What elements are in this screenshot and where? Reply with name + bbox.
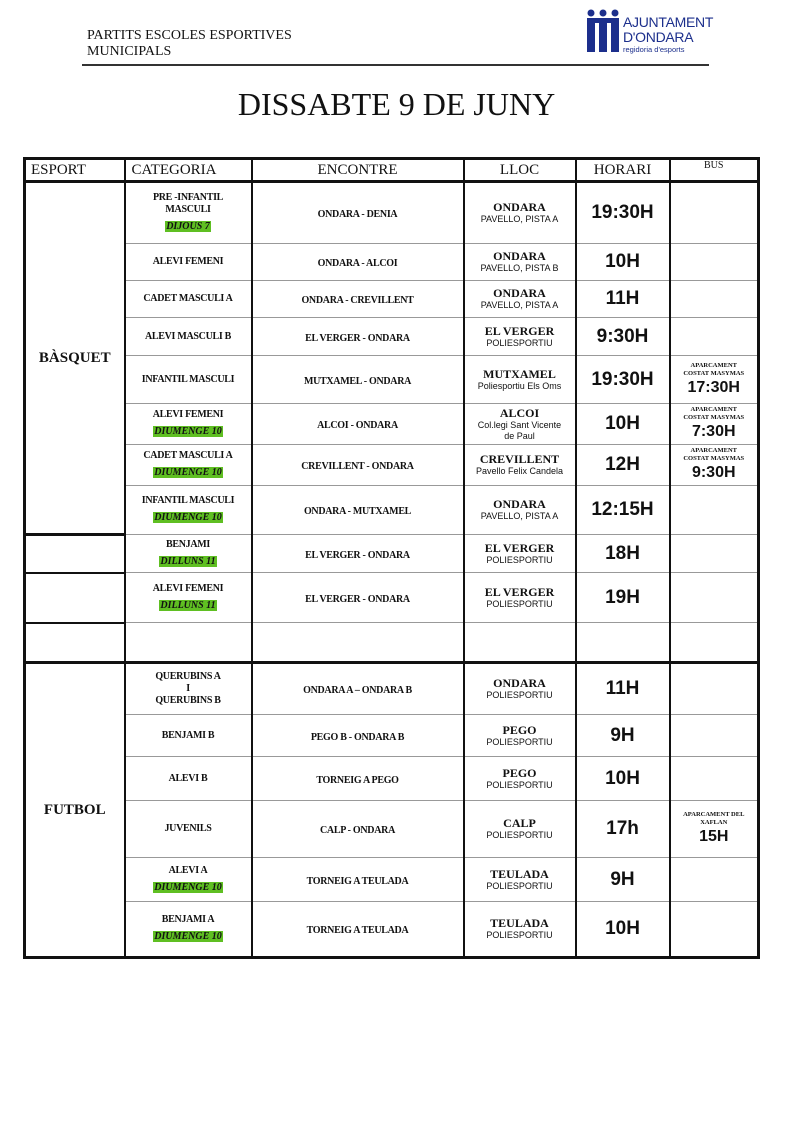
bus-cell bbox=[670, 858, 759, 902]
empty-sport-cell bbox=[25, 535, 125, 573]
day-wrap bbox=[126, 507, 251, 525]
category-cell bbox=[125, 404, 252, 445]
time-cell bbox=[576, 573, 670, 623]
match-time: 17h bbox=[606, 818, 639, 839]
futbol-section bbox=[25, 663, 759, 958]
match-cell bbox=[252, 663, 464, 715]
page-title: DISSABTE 9 DE JUNY bbox=[237, 86, 556, 122]
category-name-line-2: MASCULI bbox=[165, 204, 211, 215]
match-cell bbox=[252, 902, 464, 958]
location-town: ALCOI bbox=[499, 405, 540, 420]
location-venue: Pavello Felix Candela bbox=[475, 466, 564, 476]
location-venue: POLIESPORTIU bbox=[486, 830, 553, 840]
location-cell bbox=[464, 757, 576, 801]
category-name: ALEVI B bbox=[168, 772, 208, 784]
empty-cell bbox=[670, 623, 759, 663]
empty-cell bbox=[252, 623, 464, 663]
location-venue-line-2: de Paul bbox=[504, 430, 535, 441]
match-cell bbox=[252, 318, 464, 356]
location-town: CALP bbox=[503, 816, 536, 830]
location-cell bbox=[464, 182, 576, 244]
time-cell bbox=[576, 445, 670, 486]
location-venue: Poliesportiu Els Oms bbox=[477, 380, 562, 391]
match-name: EL VERGER - ONDARA bbox=[305, 549, 410, 561]
category-name: CADET MASCULI A bbox=[143, 293, 233, 304]
day-wrap bbox=[126, 595, 251, 613]
location-town: PEGO bbox=[502, 722, 537, 737]
location-town: TEULADA bbox=[490, 916, 549, 930]
time-cell bbox=[576, 902, 670, 958]
day-badge: DIUMENGE 10 bbox=[154, 512, 222, 523]
match-time: 11H bbox=[605, 678, 640, 699]
time-cell bbox=[576, 535, 670, 573]
bus-cell bbox=[670, 535, 759, 573]
empty-cell bbox=[25, 623, 125, 663]
match-name: ONDARA - MUTXAMEL bbox=[303, 506, 412, 517]
match-name: ONDARA - ALCOI bbox=[317, 258, 398, 269]
time-cell bbox=[576, 801, 670, 858]
location-cell bbox=[464, 445, 576, 486]
category-name: PRE -INFANTIL bbox=[152, 192, 224, 203]
table-row bbox=[25, 486, 759, 535]
match-time: 18H bbox=[605, 542, 640, 564]
category-name: ALEVI FEMENI bbox=[152, 409, 224, 420]
match-name: ONDARA - DENIA bbox=[317, 209, 398, 220]
match-cell bbox=[252, 801, 464, 858]
category-cell bbox=[125, 663, 252, 715]
empty-sport-cell bbox=[25, 573, 125, 623]
location-cell bbox=[464, 573, 576, 623]
table-row bbox=[25, 318, 759, 356]
category-name: QUERUBINS A bbox=[155, 671, 221, 682]
match-time: 10H bbox=[605, 918, 640, 939]
bus-cell bbox=[670, 182, 759, 244]
category-name-line-3: QUERUBINS B bbox=[155, 695, 221, 706]
bus-cell bbox=[670, 404, 759, 445]
match-name: ALCOI - ONDARA bbox=[317, 420, 398, 431]
location-cell bbox=[464, 244, 576, 281]
category-cell bbox=[125, 757, 252, 801]
match-name: EL VERGER - ONDARA bbox=[305, 593, 410, 605]
day-badge: DIUMENGE 10 bbox=[154, 467, 222, 478]
location-venue: POLIESPORTIU bbox=[486, 880, 553, 891]
category-cell bbox=[125, 182, 252, 244]
category-cell bbox=[125, 715, 252, 757]
match-name: ONDARA A – ONDARA B bbox=[303, 685, 412, 696]
category-cell bbox=[125, 281, 252, 318]
bus-cell bbox=[670, 757, 759, 801]
bus-cell bbox=[670, 902, 759, 958]
match-time: 9H bbox=[610, 868, 635, 890]
location-town: ONDARA bbox=[493, 200, 546, 214]
header-line-2: MUNICIPALS bbox=[87, 44, 172, 59]
match-cell bbox=[252, 182, 464, 244]
location-venue: POLIESPORTIU bbox=[486, 690, 553, 700]
column-header-encontre: ENCONTRE bbox=[252, 159, 464, 182]
match-name: TORNEIG A TEULADA bbox=[306, 875, 409, 887]
location-town: ONDARA bbox=[493, 249, 546, 263]
match-name: CREVILLENT - ONDARA bbox=[301, 461, 414, 472]
category-cell bbox=[125, 486, 252, 535]
bus-departure-time: 9:30H bbox=[691, 464, 736, 481]
day-wrap bbox=[126, 877, 251, 895]
time-cell bbox=[576, 663, 670, 715]
category-name: INFANTIL MASCULI bbox=[141, 373, 235, 385]
bus-meeting-point: APARCAMENT DEL XAFLAN bbox=[683, 811, 745, 826]
category-name-line-2: I bbox=[186, 683, 190, 694]
bus-cell bbox=[670, 486, 759, 535]
match-cell bbox=[252, 757, 464, 801]
day-badge: DIUMENGE 10 bbox=[154, 426, 222, 437]
table-header-row bbox=[25, 159, 759, 182]
location-cell bbox=[464, 404, 576, 445]
category-cell bbox=[125, 445, 252, 486]
category-cell bbox=[125, 573, 252, 623]
match-cell bbox=[252, 281, 464, 318]
table-row bbox=[25, 757, 759, 801]
category-name: BENJAMI B bbox=[161, 729, 215, 741]
bus-cell bbox=[670, 281, 759, 318]
table-row bbox=[25, 663, 759, 715]
location-cell bbox=[464, 535, 576, 573]
day-badge: DIUMENGE 10 bbox=[154, 931, 222, 942]
sport-cell bbox=[25, 663, 125, 958]
match-time: 19H bbox=[605, 586, 640, 608]
empty-cell bbox=[576, 623, 670, 663]
bus-cell bbox=[670, 573, 759, 623]
location-town: PEGO bbox=[502, 765, 537, 780]
time-cell bbox=[576, 244, 670, 281]
location-town: MUTXAMEL bbox=[483, 366, 556, 381]
match-name: PEGO B - ONDARA B bbox=[310, 731, 405, 743]
sport-name: FUTBOL bbox=[43, 801, 106, 818]
table-row bbox=[25, 902, 759, 958]
match-time: 19:30H bbox=[591, 368, 654, 390]
header-divider bbox=[82, 64, 709, 66]
empty-cell bbox=[464, 623, 576, 663]
time-cell bbox=[576, 757, 670, 801]
category-name: ALEVI MASCULI B bbox=[144, 330, 232, 342]
location-venue: PAVELLO, PISTA A bbox=[480, 214, 559, 224]
header-line-1: PARTITS ESCOLES ESPORTIVES bbox=[87, 28, 292, 43]
location-cell bbox=[464, 902, 576, 958]
location-venue: POLIESPORTIU bbox=[486, 930, 553, 940]
category-name: ALEVI FEMENI bbox=[152, 582, 224, 594]
category-name: JUVENILS bbox=[164, 823, 212, 834]
table-row bbox=[25, 535, 759, 573]
category-cell bbox=[125, 858, 252, 902]
match-name: MUTXAMEL - ONDARA bbox=[303, 375, 412, 387]
day-badge: DILLUNS 11 bbox=[160, 599, 216, 611]
location-cell bbox=[464, 281, 576, 318]
document-header bbox=[87, 28, 292, 60]
location-venue: POLIESPORTIU bbox=[486, 554, 553, 565]
match-time: 10H bbox=[605, 767, 640, 789]
empty-row bbox=[25, 623, 759, 663]
time-cell bbox=[576, 318, 670, 356]
location-town: TEULADA bbox=[490, 866, 549, 881]
time-cell bbox=[576, 715, 670, 757]
location-town: ONDARA bbox=[493, 286, 546, 300]
match-name: ONDARA - CREVILLENT bbox=[301, 295, 414, 306]
location-cell bbox=[464, 858, 576, 902]
match-time: 12H bbox=[605, 454, 640, 475]
match-cell bbox=[252, 573, 464, 623]
location-venue: POLIESPORTIU bbox=[486, 736, 553, 747]
location-venue: POLIESPORTIU bbox=[486, 598, 553, 609]
time-cell bbox=[576, 182, 670, 244]
bus-meeting-point: APARCAMENT COSTAT MASYMAS bbox=[683, 361, 745, 377]
bus-meeting-point: APARCAMENT COSTAT MASYMAS bbox=[683, 447, 745, 462]
day-wrap bbox=[126, 421, 251, 439]
bus-departure-time: 17:30H bbox=[687, 378, 740, 396]
match-cell bbox=[252, 244, 464, 281]
match-cell bbox=[252, 486, 464, 535]
sport-cell bbox=[25, 182, 125, 535]
table-row bbox=[25, 445, 759, 486]
bus-meeting-point: APARCAMENT COSTAT MASYMAS bbox=[683, 406, 745, 421]
column-header-horari: HORARI bbox=[576, 159, 670, 182]
match-cell bbox=[252, 445, 464, 486]
match-name: EL VERGER - ONDARA bbox=[305, 332, 410, 344]
empty-cell bbox=[125, 623, 252, 663]
table-row bbox=[25, 858, 759, 902]
match-cell bbox=[252, 535, 464, 573]
category-cell bbox=[125, 318, 252, 356]
bus-cell bbox=[670, 445, 759, 486]
table-row bbox=[25, 182, 759, 244]
location-town: EL VERGER bbox=[484, 584, 555, 599]
category-name: BENJAMI A bbox=[161, 914, 215, 925]
match-name: TORNEIG A PEGO bbox=[316, 774, 399, 786]
bus-departure-time: 15H bbox=[699, 828, 729, 845]
match-time: 10H bbox=[605, 413, 640, 434]
table-row bbox=[25, 573, 759, 623]
location-cell bbox=[464, 318, 576, 356]
time-cell bbox=[576, 356, 670, 404]
table-row bbox=[25, 244, 759, 281]
match-cell bbox=[252, 858, 464, 902]
match-name: TORNEIG A TEULADA bbox=[306, 925, 409, 936]
column-header-categoria: CATEGORIA bbox=[125, 159, 252, 182]
day-wrap bbox=[126, 926, 251, 944]
basquet-section bbox=[25, 182, 759, 623]
match-time: 9H bbox=[610, 724, 635, 746]
location-cell bbox=[464, 715, 576, 757]
location-cell bbox=[464, 801, 576, 858]
time-cell bbox=[576, 404, 670, 445]
sport-name: BÀSQUET bbox=[38, 349, 111, 366]
column-header-bus: BUS bbox=[670, 159, 759, 182]
category-name: ALEVI FEMENI bbox=[152, 256, 224, 267]
location-town: EL VERGER bbox=[484, 323, 555, 338]
schedule-table bbox=[23, 157, 760, 959]
category-cell bbox=[125, 902, 252, 958]
day-wrap bbox=[126, 462, 251, 480]
location-town: ONDARA bbox=[493, 497, 546, 511]
match-name: CALP - ONDARA bbox=[320, 825, 395, 836]
logo-text-regidoria: regidoria d'esports bbox=[623, 45, 685, 54]
town-hall-logo-icon bbox=[586, 9, 620, 53]
day-badge: DIUMENGE 10 bbox=[154, 881, 222, 893]
location-venue: PAVELLO, PISTA A bbox=[480, 300, 559, 310]
match-time: 12:15H bbox=[591, 499, 654, 520]
location-venue: Col.legi Sant Vicente bbox=[477, 419, 562, 430]
bus-departure-time: 7:30H bbox=[691, 423, 736, 440]
location-town: ONDARA bbox=[493, 676, 546, 690]
match-time: 11H bbox=[605, 288, 640, 309]
category-name: ALEVI A bbox=[168, 864, 208, 876]
category-name: INFANTIL MASCULI bbox=[141, 495, 235, 506]
day-badge: DILLUNS 11 bbox=[160, 555, 216, 567]
category-cell bbox=[125, 244, 252, 281]
time-cell bbox=[576, 858, 670, 902]
location-venue: POLIESPORTIU bbox=[486, 337, 553, 348]
bus-cell bbox=[670, 244, 759, 281]
location-town: CREVILLENT bbox=[479, 452, 560, 466]
logo-text-ondara: D'ONDARA bbox=[623, 29, 694, 45]
location-town: EL VERGER bbox=[484, 540, 555, 555]
table-row bbox=[25, 356, 759, 404]
location-cell bbox=[464, 486, 576, 535]
table-row bbox=[25, 281, 759, 318]
table-row bbox=[25, 715, 759, 757]
match-cell bbox=[252, 356, 464, 404]
day-wrap bbox=[126, 216, 251, 234]
category-name: BENJAMI bbox=[165, 538, 210, 550]
table-row bbox=[25, 404, 759, 445]
match-time: 10H bbox=[605, 251, 640, 272]
bus-cell bbox=[670, 318, 759, 356]
category-cell bbox=[125, 356, 252, 404]
location-venue: POLIESPORTIU bbox=[486, 779, 553, 790]
column-header-esport: ESPORT bbox=[25, 159, 125, 182]
ajuntament-logo bbox=[586, 9, 716, 57]
location-venue: PAVELLO, PISTA B bbox=[480, 263, 559, 273]
bus-cell bbox=[670, 715, 759, 757]
match-cell bbox=[252, 715, 464, 757]
bus-cell bbox=[670, 801, 759, 858]
match-time: 19:30H bbox=[591, 202, 654, 223]
table-row bbox=[25, 801, 759, 858]
day-wrap bbox=[126, 551, 251, 569]
match-cell bbox=[252, 404, 464, 445]
column-header-lloc: LLOC bbox=[464, 159, 576, 182]
logo-text-ajuntament: AJUNTAMENT bbox=[623, 14, 714, 30]
location-cell bbox=[464, 356, 576, 404]
spacer-section bbox=[25, 623, 759, 663]
bus-cell bbox=[670, 663, 759, 715]
category-cell bbox=[125, 535, 252, 573]
day-badge: DIJOUS 7 bbox=[166, 221, 210, 232]
location-cell bbox=[464, 663, 576, 715]
time-cell bbox=[576, 486, 670, 535]
category-cell bbox=[125, 801, 252, 858]
category-name: CADET MASCULI A bbox=[143, 450, 233, 461]
bus-cell bbox=[670, 356, 759, 404]
location-venue: PAVELLO, PISTA A bbox=[480, 511, 559, 521]
time-cell bbox=[576, 281, 670, 318]
match-time: 9:30H bbox=[596, 325, 649, 347]
